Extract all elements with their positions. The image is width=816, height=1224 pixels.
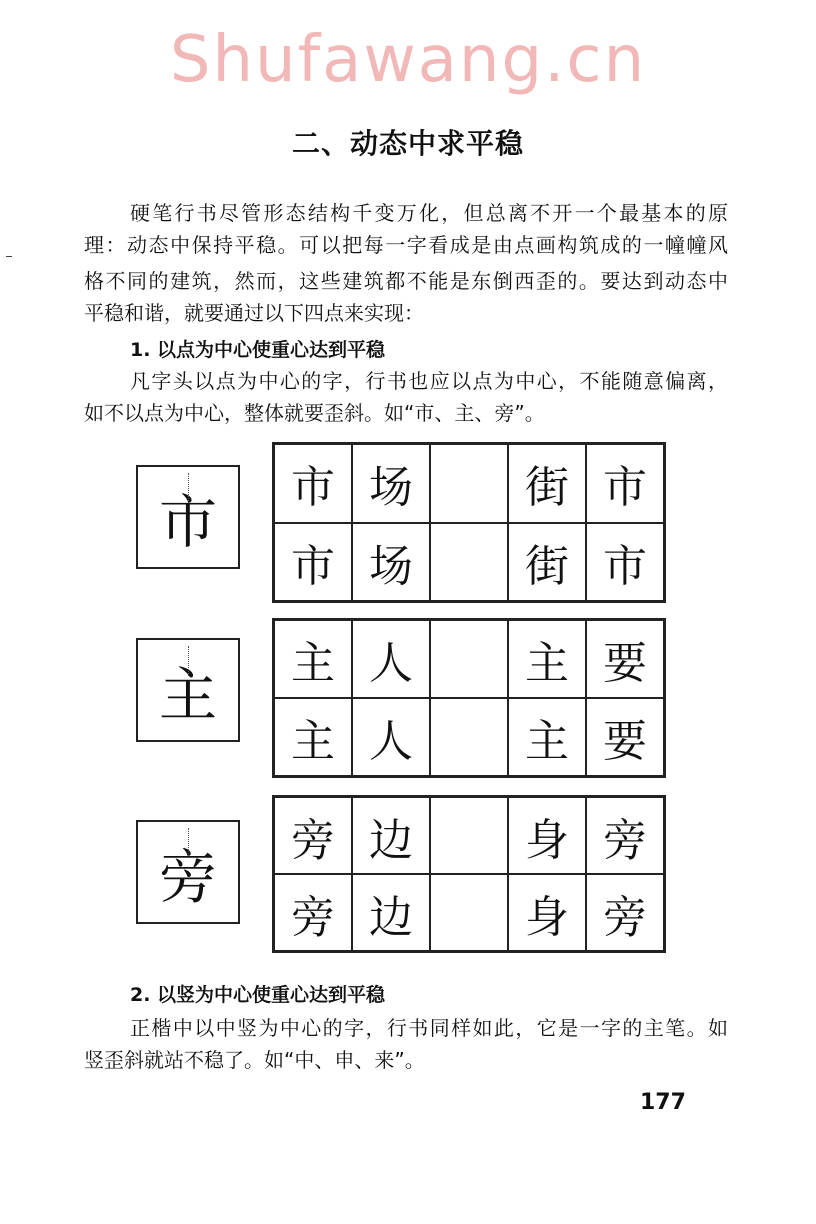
main-char: 市 xyxy=(158,488,217,556)
grid-cell: 市 xyxy=(586,523,664,602)
section-1-heading: 1. 以点为中心使重心达到平稳 xyxy=(130,339,386,361)
grid-cell: 旁 xyxy=(586,874,664,951)
grid-cell: 场 xyxy=(352,444,430,523)
main-char: 旁 xyxy=(158,843,217,911)
page-title: 二、动态中求平稳 xyxy=(291,127,524,160)
grid-cell: 主 xyxy=(274,620,352,698)
grid-cell: 街 xyxy=(508,523,586,602)
grid-cell: 旁 xyxy=(274,797,352,874)
grid-cell xyxy=(430,797,508,874)
grid-cell: 要 xyxy=(586,698,664,776)
center-guide-line xyxy=(188,646,189,676)
grid-cell: 人 xyxy=(352,698,430,776)
grid-cell xyxy=(430,523,508,602)
grid-cell xyxy=(430,874,508,951)
center-guide-line xyxy=(188,828,189,858)
example-main-char xyxy=(136,465,240,569)
center-guide-line xyxy=(188,473,189,503)
example-grid xyxy=(272,442,666,603)
grid-cell xyxy=(430,620,508,698)
intro-line: 格不同的建筑，然而，这些建筑都不能是东倒西歪的。要达到动态中 xyxy=(84,269,728,293)
grid-cell xyxy=(430,698,508,776)
grid-cell: 市 xyxy=(586,444,664,523)
grid-cell: 主 xyxy=(508,620,586,698)
grid-cell: 边 xyxy=(352,797,430,874)
intro-line: 理：动态中保持平稳。可以把每一字看成是由点画构筑成的一幢幢风 xyxy=(84,233,728,257)
grid-cell: 要 xyxy=(586,620,664,698)
section-2-line: 竖歪斜就站不稳了。如“中、申、来”。 xyxy=(84,1048,425,1072)
section-1-line: 凡字头以点为中心的字，行书也应以点为中心，不能随意偏离， xyxy=(130,369,728,393)
example-main-char xyxy=(136,638,240,742)
grid-cell: 人 xyxy=(352,620,430,698)
grid-cell: 身 xyxy=(508,797,586,874)
grid-cell: 市 xyxy=(274,523,352,602)
section-2-line: 正楷中以中竖为中心的字，行书同样如此，它是一字的主笔。如 xyxy=(130,1016,728,1040)
grid-cell: 旁 xyxy=(586,797,664,874)
grid-cell: 主 xyxy=(274,698,352,776)
example-main-char xyxy=(136,820,240,924)
grid-cell: 边 xyxy=(352,874,430,951)
grid-cell xyxy=(430,444,508,523)
example-grid xyxy=(272,795,666,953)
page-number: 177 xyxy=(640,1090,686,1115)
grid-cell: 旁 xyxy=(274,874,352,951)
watermark: Shufawang.cn xyxy=(169,23,647,97)
intro-line: 平稳和谐，就要通过以下四点来实现： xyxy=(84,301,424,325)
intro-line: 硬笔行书尽管形态结构千变万化，但总离不开一个最基本的原 xyxy=(130,201,728,225)
section-2-heading: 2. 以竖为中心使重心达到平稳 xyxy=(130,984,386,1006)
section-1-line: 如不以点为中心，整体就要歪斜。如“市、主、旁”。 xyxy=(84,401,545,425)
grid-cell: 场 xyxy=(352,523,430,602)
grid-cell: 街 xyxy=(508,444,586,523)
example-grid xyxy=(272,618,666,778)
main-char: 主 xyxy=(158,661,217,729)
margin-mark xyxy=(6,256,12,257)
grid-cell: 主 xyxy=(508,698,586,776)
grid-cell: 身 xyxy=(508,874,586,951)
grid-cell: 市 xyxy=(274,444,352,523)
